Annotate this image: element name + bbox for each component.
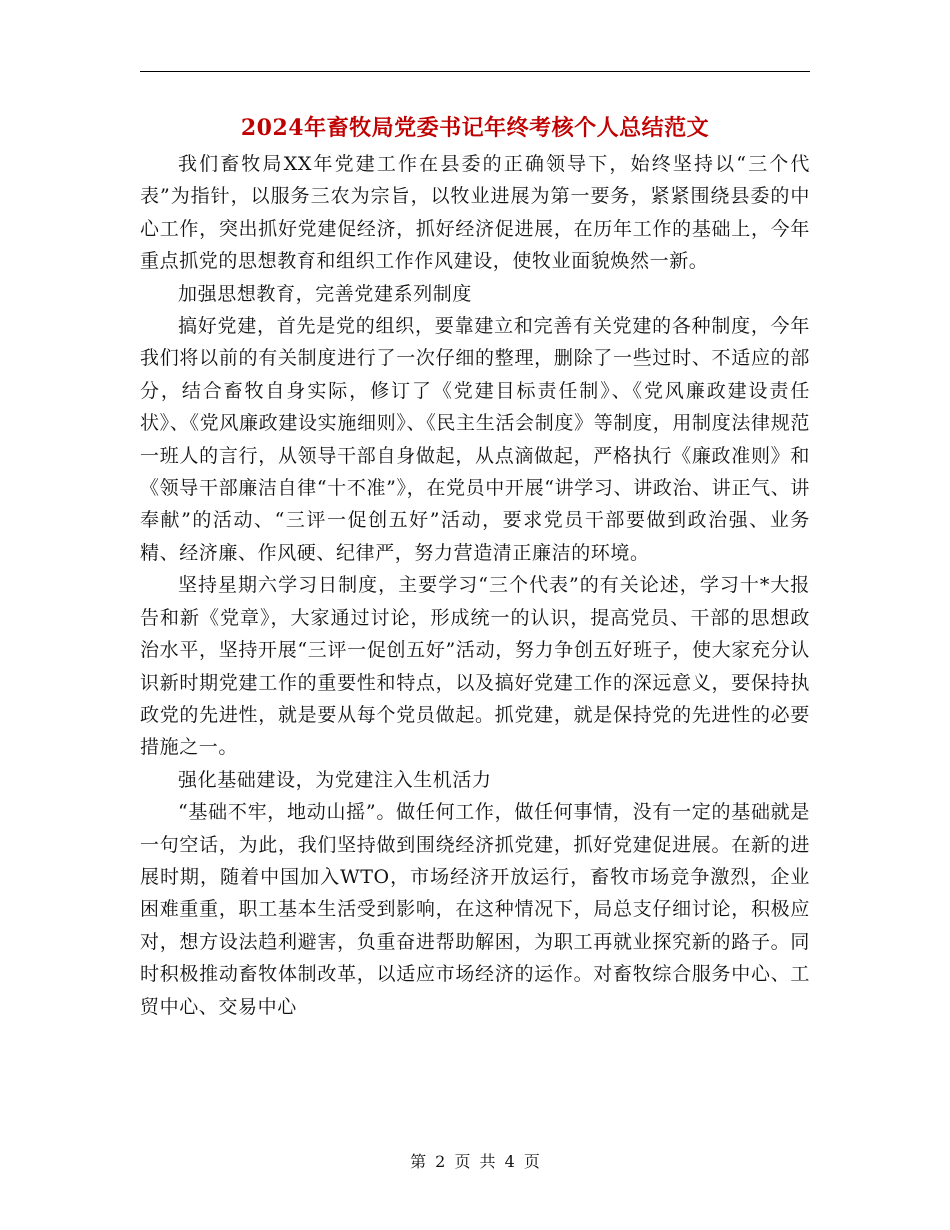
section-heading-foundation: 强化基础建设，为党建注入生机活力 — [178, 768, 492, 791]
header-rule — [140, 71, 810, 72]
document-body — [140, 148, 810, 1023]
paragraph-systems: 搞好党建，首先是党的组织，要靠建立和完善有关党建的各种制度，今年我们将以前的有关制度进行了一次仔细的整理，删除了一些过时、不适应的部分，结合畜牧自身实际，修订了《党建目标责任制》、《党风廉政建设责任状》、《党风廉政建设实施细则》、《民主生活会制度》等制度，用制度法律规范一班人的言行，从领导干部自身做起，从点滴做起，严格执行《廉政准则》和《领导干部廉洁自律“十不准”》，在党员中开展“讲学习、讲政治、讲正气、讲奉献”的活动、“三评一促创五好”活动，要求党员干部要做到政治强、业务精、经济廉、作风硬、纪律严，努力营造清正廉洁的环境。 — [140, 315, 810, 564]
paragraph-study-day: 坚持星期六学习日制度，主要学习“三个代表”的有关论述，学习十*大报告和新《党章》，大家通过讨论，形成统一的认识，提高党员、干部的思想政治水平，坚持开展“三评一促创五好”活动，努力争创五好班子，使大家充分认识新时期党建工作的重要性和特点，以及搞好党建工作的深远意义，要保持执政党的先进性，就是要从每个党员做起。抓党建，就是保持党的先进性的必要措施之一。 — [140, 574, 810, 759]
document-title: 2024年畜牧局党委书记年终考核个人总结范文 — [240, 115, 710, 141]
section-heading-thought-education: 加强思想教育，完善党建系列制度 — [178, 282, 473, 305]
page-number-footer: 第 2 页 共 4 页 — [410, 1152, 540, 1171]
paragraph-foundation: “基础不牢，地动山摇”。做任何工作，做任何事情，没有一定的基础就是一句空话，为此，我们坚持做到围绕经济抓党建，抓好党建促进展。在新的进展时期，随着中国加入WTO，市场经济开放运行，畜牧市场竞争激烈，企业困难重重，职工基本生活受到影响，在这种情况下，局总支仔细讨论，积极应对，想方设法趋利避害，负重奋进帮助解困，为职工再就业探究新的路子。同时积极推动畜牧体制改革，以适应市场经济的运作。对畜牧综合服务中心、工贸中心、交易中心 — [140, 801, 810, 1018]
paragraph-intro: 我们畜牧局XX年党建工作在县委的正确领导下，始终坚持以“三个代表”为指针，以服务三农为宗旨，以牧业进展为第一要务，紧紧围绕县委的中心工作，突出抓好党建促经济，抓好经济促进展，在历年工作的基础上，今年重点抓党的思想教育和组织工作作风建设，使牧业面貌焕然一新。 — [140, 153, 810, 273]
